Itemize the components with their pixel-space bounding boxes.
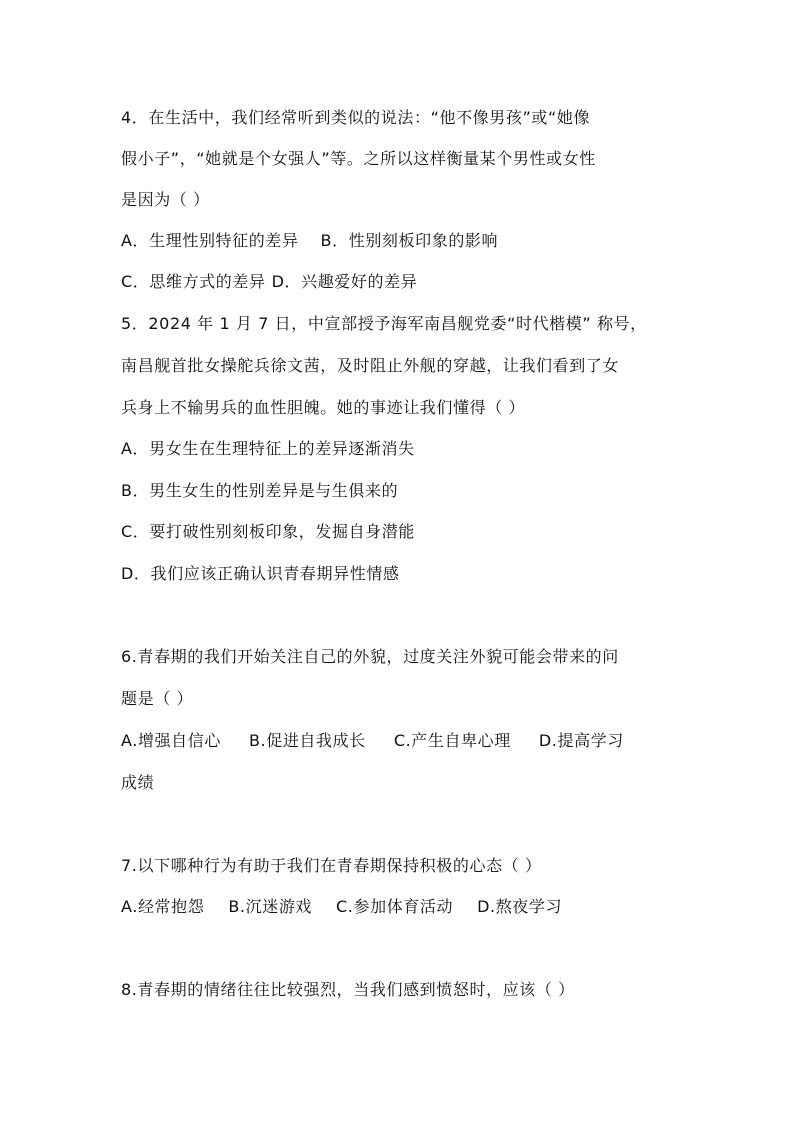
q4-option-a: A．生理性别特征的差异 [121,231,299,250]
q4-options-row-1 [121,231,498,251]
q4-option-d: D．兴趣爱好的差异 [271,272,418,291]
q7-option-a: A.经常抱怨 [121,897,205,916]
q6-stem-line-1: 6.青春期的我们开始关注自己的外貌，过度关注外貌可能会带来的问 [121,647,619,666]
q5-option-a: A．男女生在生理特征上的差异逐渐消失 [121,439,415,458]
q4-stem-line-2: 假小子”，“她就是个女强人”等。之所以这样衡量某个男性或女性 [121,149,596,168]
q5-stem-line-3: 兵身上不输男兵的血性胆魄。她的事迹让我们懂得（ ） [121,398,526,417]
q4-option-c: C．思维方式的差异 [121,272,266,291]
q4-stem-line-3: 是因为（ ） [121,190,210,209]
q7-option-c: C.参加体育活动 [336,897,454,916]
q5-option-d: D．我们应该正确认识青春期异性情感 [121,564,400,583]
q4-option-b: B．性别刻板印象的影响 [320,231,499,250]
q5-option-c: C．要打破性别刻板印象，发掘自身潜能 [121,522,415,541]
q6-stem-line-2: 题是（ ） [121,689,194,708]
q4-options-row-2 [121,272,417,292]
q8-stem-line-1: 8.青春期的情绪往往比较强烈，当我们感到愤怒时，应该（ ） [121,980,575,999]
q6-option-c: C.产生自卑心理 [393,731,511,750]
q7-option-d: D.熬夜学习 [477,897,563,916]
q7-option-b: B.沉迷游戏 [228,897,313,916]
q6-options-continuation: 成绩 [121,773,155,792]
q7-stem-line-1: 7.以下哪种行为有助于我们在青春期保持积极的心态（ ） [121,856,542,875]
q5-stem-line-2: 南昌舰首批女操舵兵徐文茜，及时阻止外舰的穿越，让我们看到了女 [121,356,620,375]
q6-options-row [121,731,624,751]
q5-option-b: B．男生女生的性别差异是与生俱来的 [121,481,399,500]
q6-option-a: A.增强自信心 [121,731,221,750]
q6-option-d: D.提高学习 [538,731,624,750]
q4-stem-line-1: 4．在生活中，我们经常听到类似的说法：“他不像男孩”或“她像 [121,108,591,127]
q6-option-b: B.促进自我成长 [248,731,366,750]
q7-options-row [121,897,562,917]
q5-stem-line-1: 5．2024 年 1 月 7 日，中宣部授予海军南昌舰党委“时代楷模” 称号， [121,314,647,333]
